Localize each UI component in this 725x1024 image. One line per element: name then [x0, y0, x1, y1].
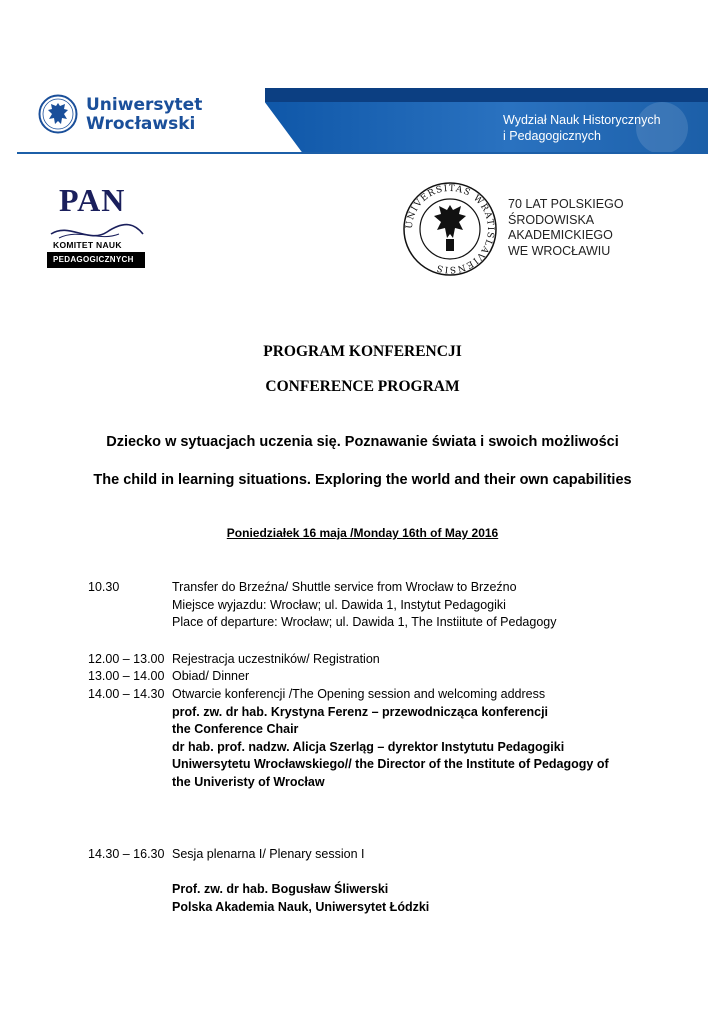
schedule-description: Obiad/ Dinner — [172, 669, 250, 683]
date-heading: Poniedziałek 16 maja /Monday 16th of May 2016 — [226, 526, 499, 540]
program-title-en: CONFERENCE PROGRAM — [265, 378, 460, 395]
schedule-time: 12.00 – 13.00 — [88, 652, 165, 666]
conference-subtitle-pl: Dziecko w sytuacjach uczenia się. Poznawanie świata i swoich możliwości — [106, 434, 619, 450]
schedule-time: 10.30 — [88, 580, 120, 594]
university-name: Uniwersytet Wrocławski — [86, 95, 203, 134]
pan-logo-line2: PEDAGOGICZNYCH — [53, 255, 134, 264]
header-banner — [0, 86, 725, 156]
pan-committee-logo — [45, 182, 145, 286]
schedule-description: Transfer do Brzeźna/ Shuttle service from Wrocław to Brzeźno Miejsce wyjazdu: Wrocław; ul. Dawida 1, Instytut Pedagogiki Place of departure: Wrocław; ul. Dawida 1, The Instiitute of Pedagogy — [172, 580, 557, 629]
schedule-time: 14.30 – 16.30 — [88, 847, 165, 861]
university-eagle-logo-icon — [38, 94, 78, 134]
anniversary-seal — [402, 181, 634, 275]
schedule-description: Otwarcie konferencji /The Opening session and welcoming address prof. zw. dr hab. Krystyna Ferenz – przewodnicząca konferencji the Conference Chair dr hab. prof. nadzw. Alicja Szerląg – dyrektor Instytutu Pedagogiki Uniwersytetu Wrocławskiego// the Director of the Institute of Pedagogy of the Univeristy of Wrocław — [172, 687, 609, 789]
pan-logo-line1: KOMITET NAUK — [53, 240, 122, 250]
seal-caption: 70 LAT POLSKIEGO ŚRODOWISKA AKADEMICKIEGO WE WROCŁAWIU — [508, 197, 624, 258]
faculty-band — [265, 88, 708, 154]
program-title-pl: PROGRAM KONFERENCJI — [263, 343, 462, 360]
schedule-description: Sesja plenarna I/ Plenary session I Prof. zw. dr hab. Bogusław Śliwerski Polska Akademia Nauk, Uniwersytet Łódzki — [172, 847, 430, 914]
faculty-name: Wydział Nauk Historycznych i Pedagogicznych — [503, 113, 661, 143]
pan-logo-title: PAN — [59, 182, 126, 218]
svg-text:UNIVERSITAS WRATISLAVIENSIS: UNIVERSITAS WRATISLAVIENSIS — [404, 183, 496, 275]
header-divider — [17, 152, 708, 154]
university-seal-icon — [402, 181, 498, 277]
pan-logo-label-box — [47, 252, 145, 268]
schedule-time: 13.00 – 14.00 — [88, 669, 165, 683]
schedule-time: 14.00 – 14.30 — [88, 687, 165, 701]
schedule-description: Rejestracja uczestników/ Registration — [172, 652, 380, 666]
conference-subtitle-en: The child in learning situations. Exploring the world and their own capabilities — [93, 472, 632, 488]
